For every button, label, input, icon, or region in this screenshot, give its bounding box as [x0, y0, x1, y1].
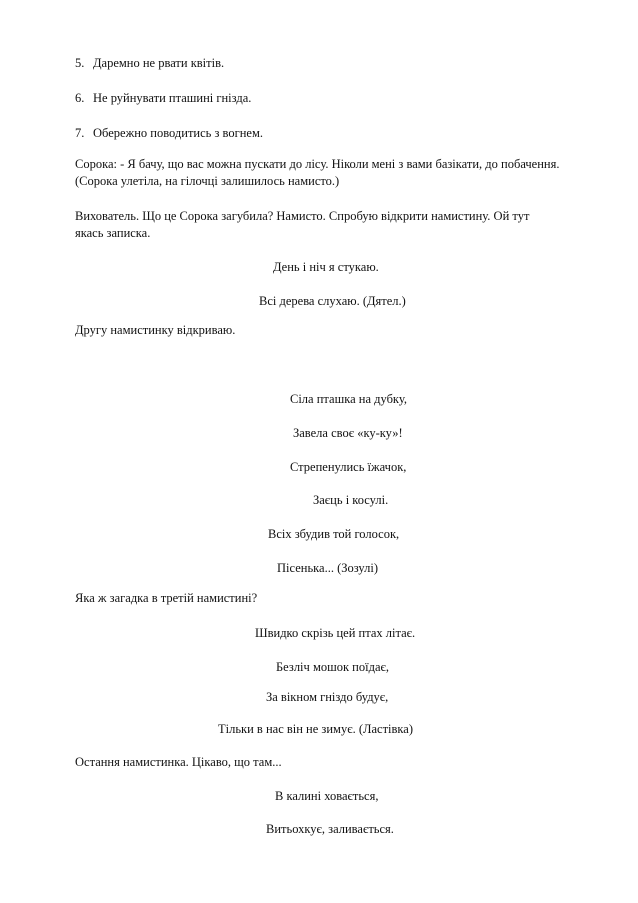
riddle-line: Витьохкує, заливається. — [266, 822, 394, 836]
list-item — [75, 90, 251, 106]
paragraph-teacher: Вихователь. Що це Сорока загубила? Намисто. Спробую відкрити намистину. Ой тут якась записка. — [75, 209, 530, 240]
list-item-text: Не руйнувати пташині гнізда. — [93, 91, 252, 105]
riddle-line: День і ніч я стукаю. — [273, 260, 379, 274]
riddle-line: Безліч мошок поїдає, — [276, 660, 389, 674]
riddle-line: Сіла пташка на дубку, — [290, 392, 407, 406]
paragraph-last-bead: Остання намистинка. Цікаво, що там... — [75, 755, 282, 769]
riddle-line: Швидко скрізь цей птах літає. — [255, 626, 416, 640]
paragraph-magpie: Сорока: - Я бачу, що вас можна пускати до лісу. Ніколи мені з вами базікати, до побачення. (Сорока улетіла, на гілочці залишилось намисто.) — [75, 157, 560, 188]
paragraph-third-bead: Яка ж загадка в третій намистині? — [75, 591, 258, 605]
riddle-line: Всі дерева слухаю. (Дятел.) — [259, 294, 406, 308]
list-item-number: 6. — [75, 91, 85, 105]
list-item — [75, 125, 263, 141]
list-item-number: 7. — [75, 126, 85, 140]
list-item-number: 5. — [75, 56, 85, 70]
riddle-line: Пісенька... (Зозулі) — [277, 561, 378, 575]
riddle-line: Тільки в нас він не зимує. (Ластівка) — [218, 722, 413, 736]
paragraph-second-bead: Другу намистинку відкриваю. — [75, 323, 236, 337]
riddle-line: Завела своє «ку-ку»! — [293, 426, 403, 440]
riddle-line: В калині ховається, — [275, 789, 379, 803]
list-item-text: Даремно не рвати квітів. — [93, 56, 225, 70]
riddle-line: Всіх збудив той голосок, — [268, 527, 400, 541]
riddle-line: Заєць і косулі. — [313, 493, 389, 507]
riddle-line: За вікном гніздо будує, — [266, 690, 389, 704]
list-item — [75, 55, 224, 71]
riddle-line: Стрепенулись їжачок, — [290, 460, 407, 474]
list-item-text: Обережно поводитись з вогнем. — [93, 126, 264, 140]
